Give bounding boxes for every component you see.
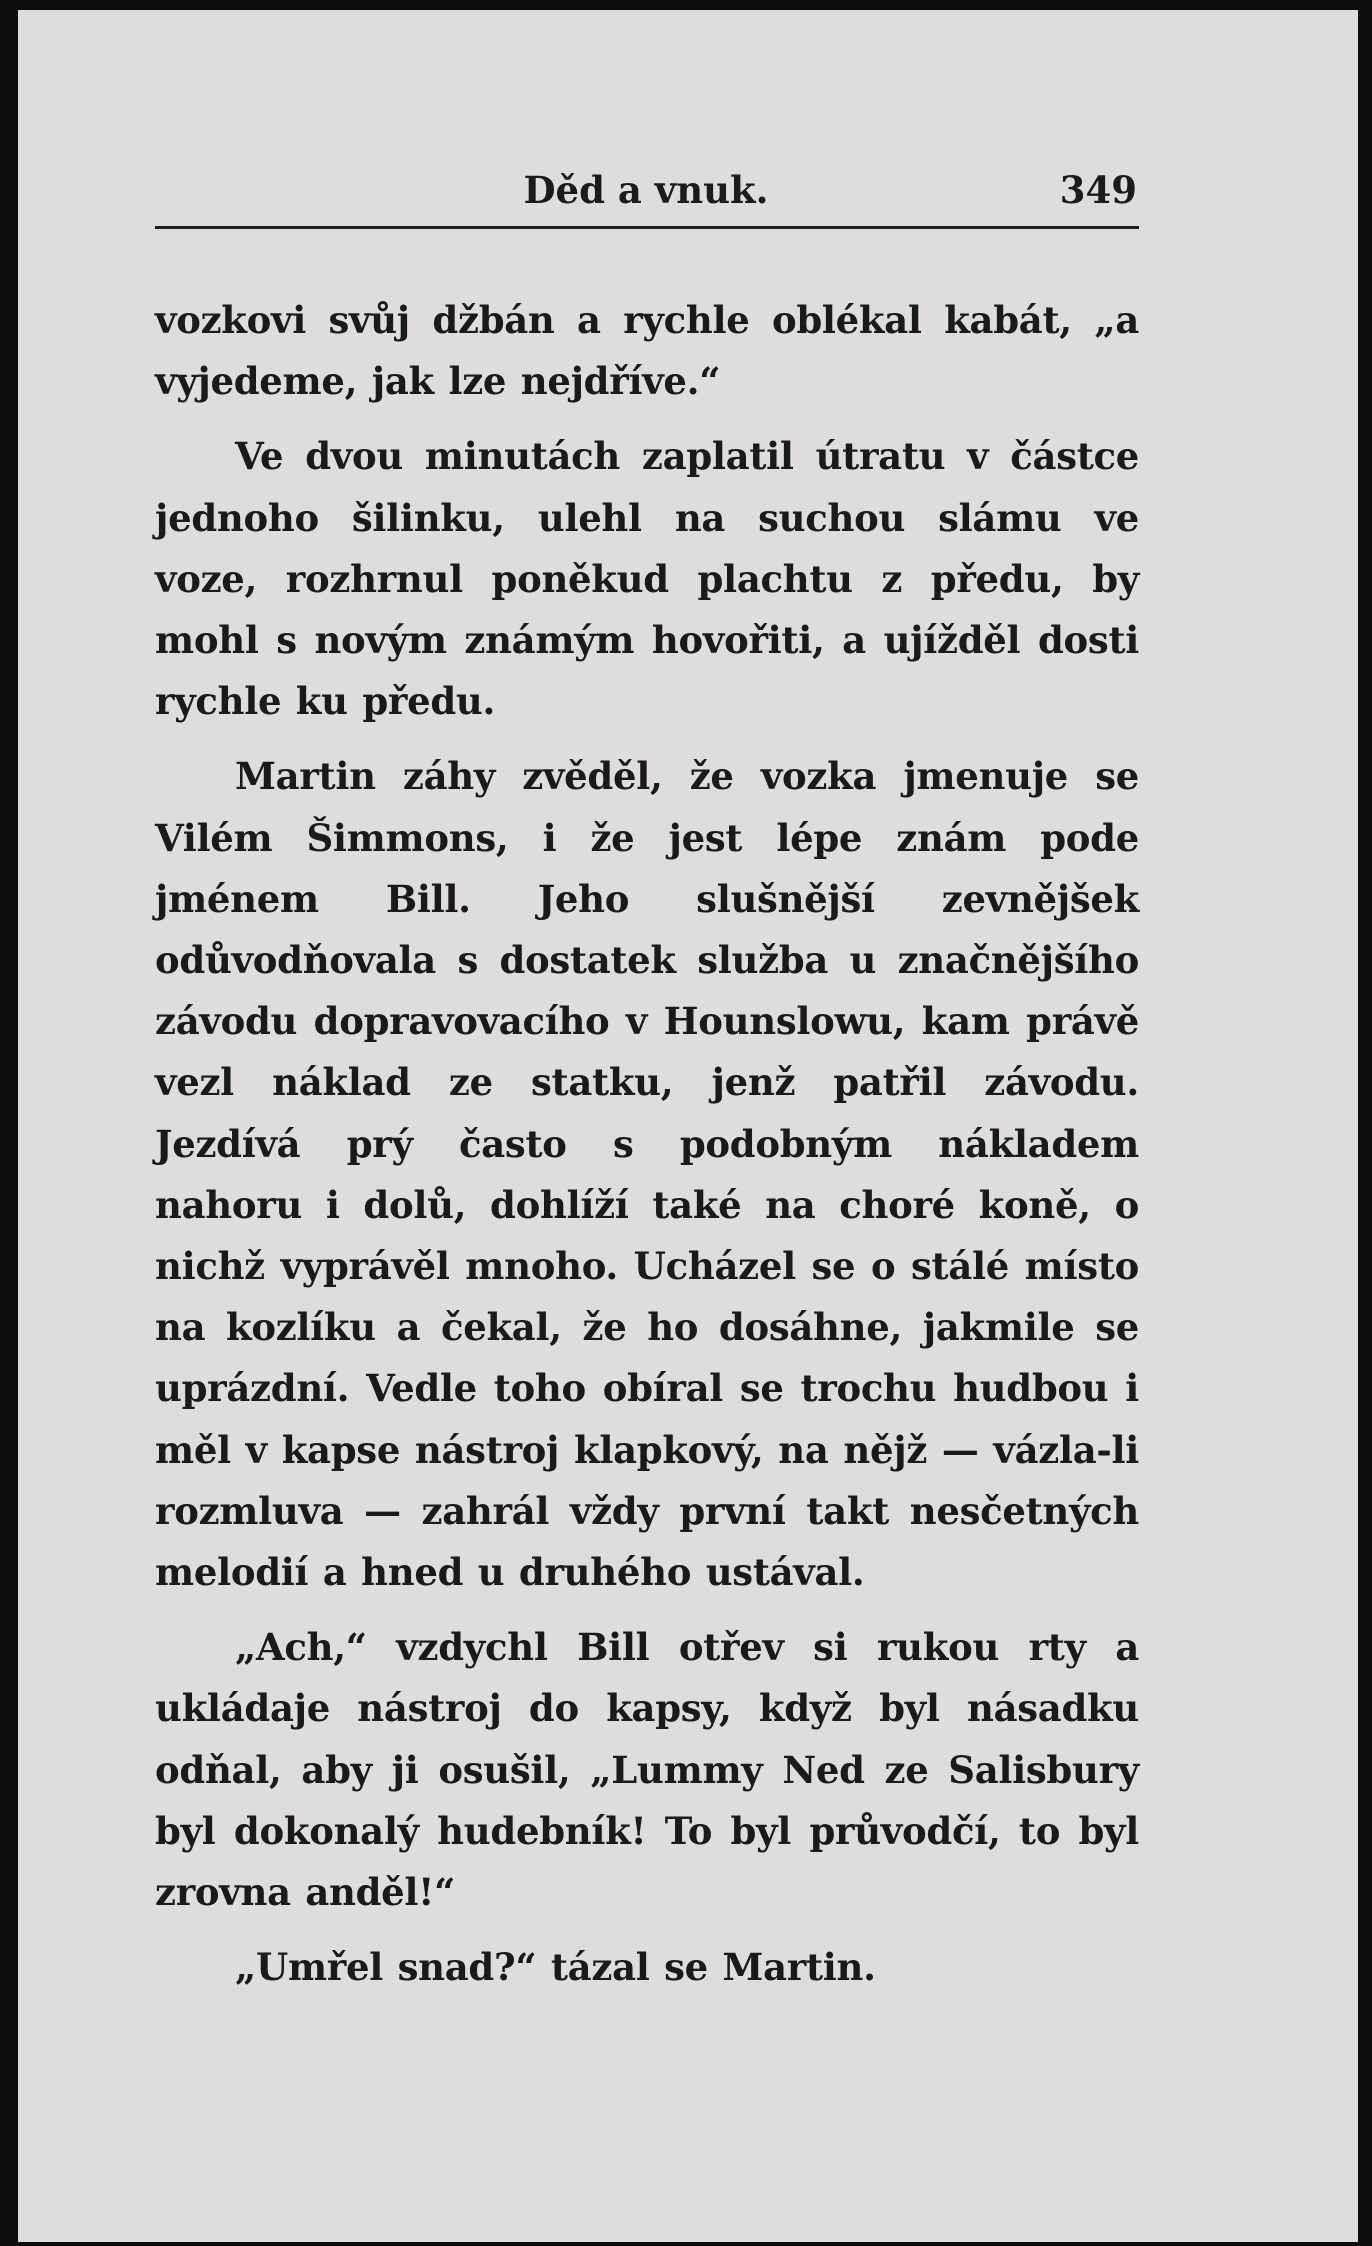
running-title: Děd a vnuk. bbox=[523, 168, 769, 212]
paragraph-3: Martin záhy zvěděl, že vozka jmenuje se Vilém Šimmons, i že jest lépe znám pode jménem Bill. Jeho slušnější zevnějšek odůvodňovala s dostatek služba u značnějšího závodu dopravovacího v Hounslowu, kam právě vezl náklad ze statku, jenž patřil závodu. Jezdívá prý často s podobným nákladem nahoru i dolů, dohlíží také na choré koně, o nichž vyprávěl mnoho. Ucházel se o stálé místo na kozlíku a čekal, že ho dosáhne, jakmile se uprázdní. Vedle toho obíral se trochu hudbou i měl v kapse nástroj klapkový, na nějž — vázla-li rozmluva — zahrál vždy první takt nesčetných melodií a hned u druhého ustával. bbox=[155, 754, 1139, 1595]
page-number: 349 bbox=[1059, 168, 1137, 212]
page-header bbox=[155, 168, 1137, 218]
header-rule bbox=[155, 226, 1139, 229]
paragraph-2: Ve dvou minutách zaplatil útratu v částce jednoho šilinku, ulehl na suchou slámu ve voze, rozhrnul poněkud plachtu z předu, by mohl s novým známým hovořiti, a ujížděl dosti rychle ku předu. bbox=[155, 434, 1139, 724]
paragraph-1: vozkovi svůj džbán a rychle oblékal kabát, „a vyjedeme, jak lze nejdříve.“ bbox=[155, 298, 1139, 404]
paragraph-5: „Umřel snad?“ tázal se Martin. bbox=[235, 1945, 876, 1990]
body-text bbox=[155, 290, 1139, 1998]
paragraph-4: „Ach,“ vzdychl Bill otřev si rukou rty a ukládaje nástroj do kapsy, když byl násadku odňal, aby ji osušil, „Lummy Ned ze Salisbury byl dokonalý hudebník! To byl průvodčí, to byl zrovna anděl!“ bbox=[155, 1625, 1139, 1915]
